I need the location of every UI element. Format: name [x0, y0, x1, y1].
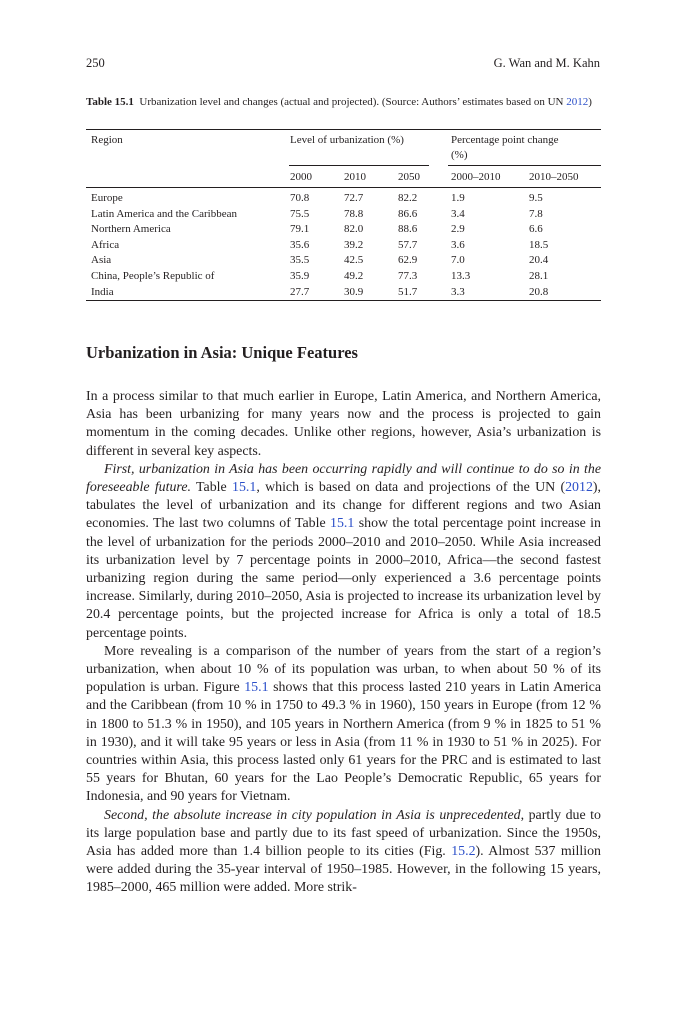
table-row — [86, 253, 601, 269]
p2-text: , which is based on data and projections of the UN ( — [256, 480, 566, 496]
group-rule-change — [448, 165, 601, 166]
group-rule-level — [289, 165, 429, 166]
table-row — [86, 285, 601, 301]
row-region: Northern America — [91, 223, 171, 236]
caption-text: Urbanization level and changes (actual and projected). (Source: Authors’ estimates based on UN — [139, 96, 567, 108]
table-row — [86, 222, 601, 238]
row-region: Latin America and the Caribbean — [91, 207, 237, 220]
row-2010: 42.5 — [344, 254, 364, 267]
row-change-2010-2050: 20.4 — [529, 254, 549, 267]
body-text — [86, 388, 601, 898]
row-region: Asia — [91, 254, 112, 267]
row-2050: 51.7 — [398, 285, 418, 298]
row-change-2010-2050: 9.5 — [529, 192, 543, 204]
p2-text: show the total percentage point increase in the level of urbanization for the periods 2000–2010 and 2010–2050. While Asia increased its urbanization level by 7 percentage points in 2000–2010, Africa—the second fastest urbanizing region during the same period—only experienced a 3.6 percentage points increase. Similarly, during 2010–2050, Asia is projected to increase its urbanization level by 20.4 percentage points, but the projected increase for Africa is only a total of 18.5 percentage points. — [86, 516, 601, 641]
p4-italic: Second, the absolute increase in city population in Asia is unprecedented — [104, 807, 521, 823]
header-period-2010-2050: 2010–2050 — [529, 171, 579, 183]
p2-italic: First, urbanization in Asia has been occurring rapidly and will continue to do so in the foreseeable future. — [86, 461, 601, 496]
row-change-2000-2010: 3.6 — [451, 238, 465, 251]
page-number: 250 — [86, 56, 105, 70]
row-2000: 75.5 — [290, 207, 310, 220]
row-change-2000-2010: 13.3 — [451, 270, 471, 282]
row-2010: 82.0 — [344, 223, 364, 236]
row-change-2010-2050: 20.8 — [529, 285, 549, 298]
row-2050: 77.3 — [398, 270, 418, 282]
caption-close: ) — [588, 96, 592, 108]
header-bottom-rule — [86, 187, 601, 188]
table-bottom-rule — [86, 300, 601, 301]
table-row — [86, 191, 601, 207]
row-change-2000-2010: 7.0 — [451, 254, 465, 267]
table-row — [86, 207, 601, 223]
row-2010: 30.9 — [344, 285, 364, 298]
p4-text: ). Almost 537 million were added during the 35-year interval of 1950–1985. However, in the following 15 years, 1985–2000, 465 million were added. More strik- — [86, 844, 602, 896]
row-change-2000-2010: 3.3 — [451, 285, 465, 298]
row-region: India — [91, 285, 114, 298]
header-region: Region — [91, 134, 123, 146]
row-2000: 35.9 — [290, 270, 310, 282]
citation-link[interactable]: 2012 — [566, 96, 589, 108]
row-change-2010-2050: 28.1 — [529, 270, 549, 282]
row-change-2010-2050: 6.6 — [529, 223, 543, 236]
table-ref-link[interactable]: 15.1 — [330, 516, 355, 532]
row-change-2010-2050: 7.8 — [529, 207, 543, 220]
urbanization-table — [86, 129, 601, 301]
citation-link[interactable]: 2012 — [565, 480, 593, 496]
header-change-group-line1: Percentage point change — [451, 134, 559, 146]
p4-text: , partly due to its large population base and partly due to its fast speed of urbanization. Since the 1950s, Asia has added more than 1.4 billion people to its cities (Fig. — [86, 807, 601, 860]
row-change-2000-2010: 3.4 — [451, 207, 465, 220]
header-level-group: Level of urbanization (%) — [290, 134, 404, 146]
paragraph-3 — [86, 643, 601, 807]
header-year-2050: 2050 — [398, 171, 420, 183]
paragraph-4 — [86, 807, 601, 898]
table-label: Table 15.1 — [86, 96, 134, 108]
p3-text: shows that this process lasted 210 years in Latin America and the Caribbean (from 10 % in 1750 to 49.3 % in 1960), 150 years in Europe (from 12 % in 1800 to 51.3 % in 1950), and 105 years in Northern America (from 9 % in 1825 to 51 % in 1930), and it will take 95 years or less in Asia (from 11 % in 1930 to 51 % in 2025). For countries within Asia, this process lasted only 61 years for the PRC and is estimated to last 55 years for Bhutan, 60 years for the Lao People’s Democratic Republic, 65 years for Indonesia, and 90 years for Vietnam. — [86, 680, 602, 805]
row-region: China, People’s Republic of — [91, 270, 215, 282]
row-2000: 70.8 — [290, 192, 310, 204]
header-change-group-line2: (%) — [451, 149, 468, 161]
section-heading: Urbanization in Asia: Unique Features — [86, 343, 358, 362]
table-caption — [86, 95, 600, 110]
row-2000: 27.7 — [290, 285, 310, 298]
row-2010: 72.7 — [344, 192, 364, 204]
running-header — [86, 56, 600, 71]
row-2010: 49.2 — [344, 270, 364, 282]
row-region: Europe — [91, 192, 123, 204]
row-2050: 57.7 — [398, 238, 418, 251]
row-2000: 35.5 — [290, 254, 310, 267]
paragraph-2 — [86, 461, 601, 643]
row-2050: 82.2 — [398, 192, 418, 204]
row-2050: 86.6 — [398, 207, 418, 220]
row-change-2000-2010: 2.9 — [451, 223, 465, 236]
row-2050: 88.6 — [398, 223, 418, 236]
row-2000: 79.1 — [290, 223, 310, 236]
row-2010: 78.8 — [344, 207, 364, 220]
row-change-2010-2050: 18.5 — [529, 238, 549, 251]
table-row — [86, 269, 601, 285]
p3-text: More revealing is a comparison of the number of years from the start of a region’s urbanization, when about 10 % of its population was urban, to when about 50 % of its population is urban. Figure — [86, 643, 601, 696]
running-authors: G. Wan and M. Kahn — [493, 56, 600, 70]
header-year-2010: 2010 — [344, 171, 366, 183]
row-2050: 62.9 — [398, 254, 418, 267]
figure-ref-link[interactable]: 15.1 — [244, 680, 269, 696]
row-change-2000-2010: 1.9 — [451, 192, 465, 204]
p2-text: ), tabulates the level of urbanization and its change for different regions and two Asian economies. The last two columns of Table — [86, 480, 601, 532]
row-region: Africa — [91, 238, 120, 251]
p2-text: Table — [190, 480, 232, 496]
table-ref-link[interactable]: 15.1 — [232, 480, 257, 496]
row-2000: 35.6 — [290, 238, 310, 251]
header-year-2000: 2000 — [290, 171, 312, 183]
table-top-rule — [86, 129, 601, 130]
table-row — [86, 238, 601, 254]
header-period-2000-2010: 2000–2010 — [451, 171, 501, 183]
paragraph-1: In a process similar to that much earlier in Europe, Latin America, and Northern America, Asia has been urbanizing for many years now and the process is projected to gain momentum in the coming decades. Unlike other regions, however, Asia’s urbanization is different in several key aspects. — [86, 389, 601, 459]
figure-ref-link[interactable]: 15.2 — [451, 844, 476, 860]
row-2010: 39.2 — [344, 238, 364, 251]
